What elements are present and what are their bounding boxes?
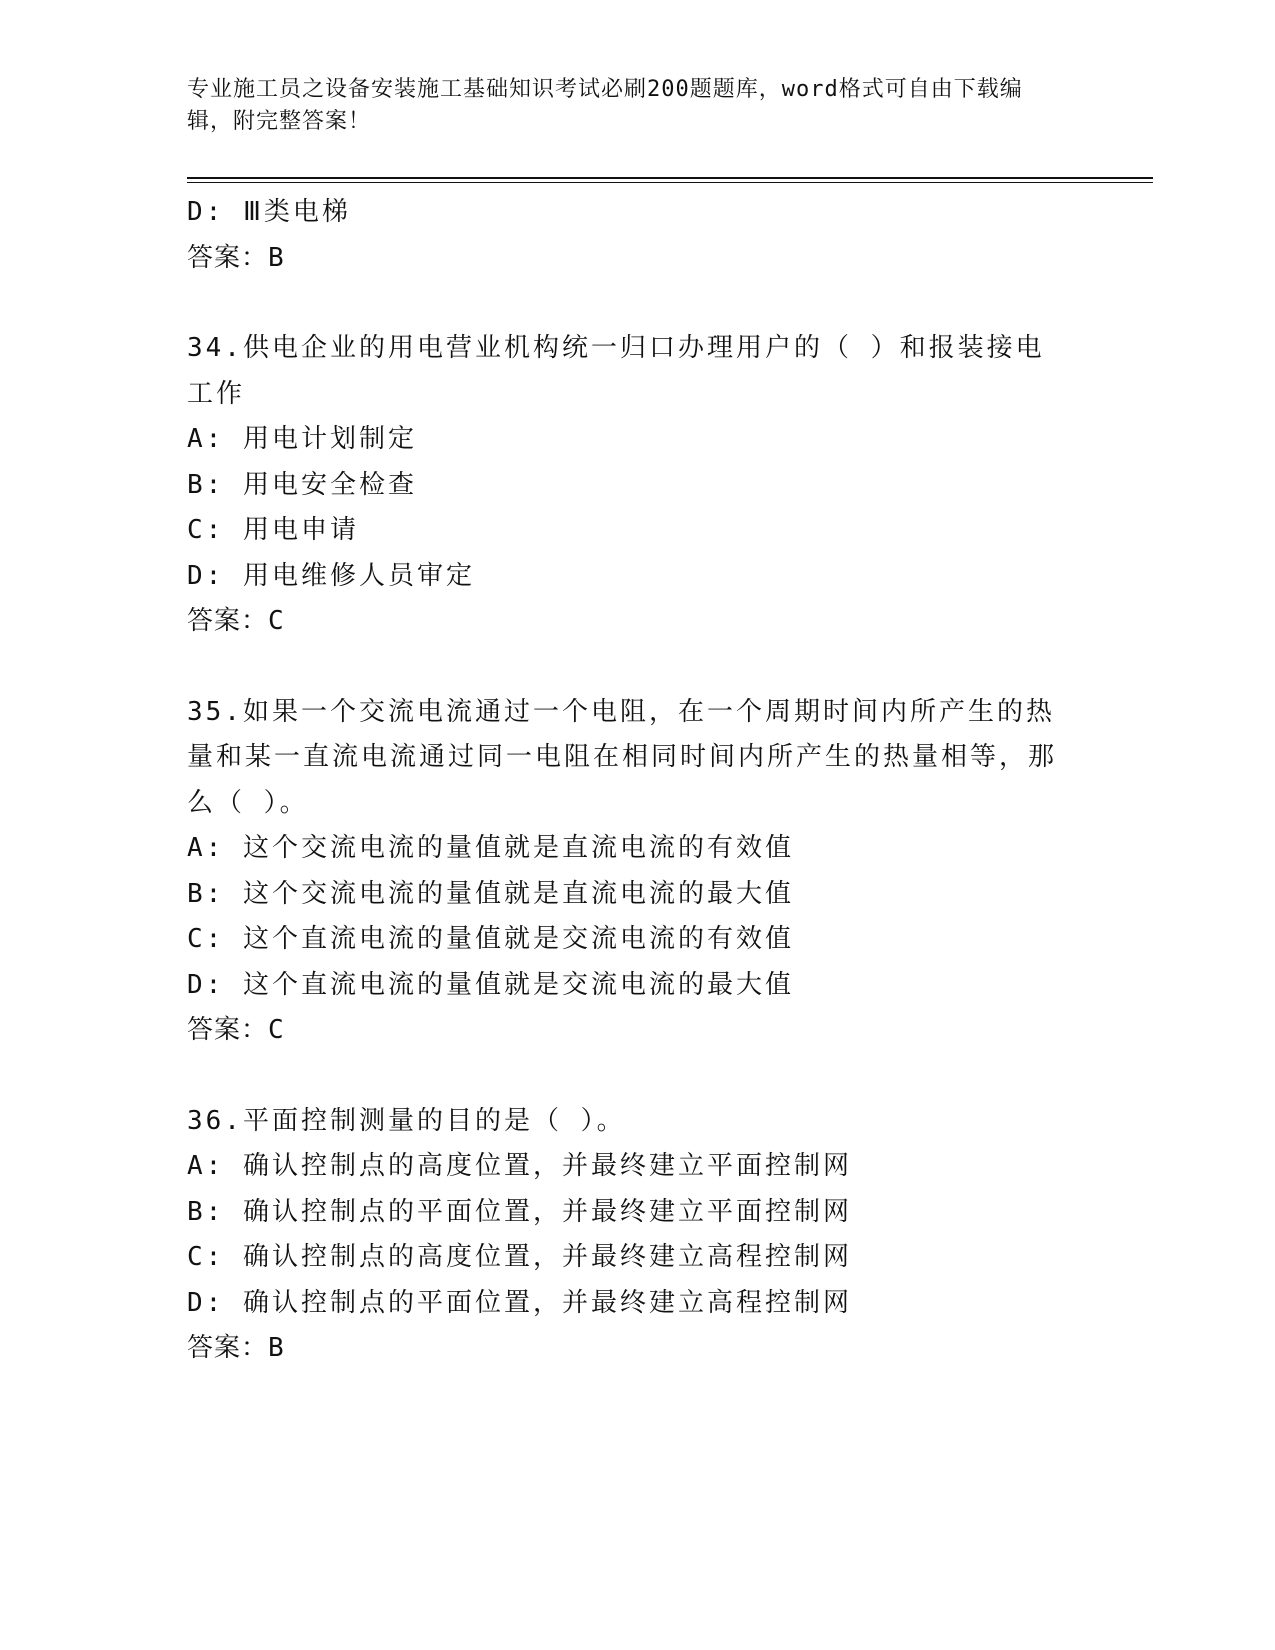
question-34 [187,326,1087,645]
question-stem: 35.如果一个交流电流通过一个电阻，在一个周期时间内所产生的热量和某一直流电流通过同一电阻在相同时间内所产生的热量相等，那么（ ）。 [187,696,1058,818]
answer-line: 答案：B [187,242,285,273]
option-d: D: 用电维修人员审定 [187,560,475,591]
option-c: C: 用电申请 [187,515,359,545]
option-c: C: 确认控制点的高度位置，并最终建立高程控制网 [187,1242,852,1272]
document-body [187,190,1087,1372]
option-d: D: 这个直流电流的量值就是交流电流的最大值 [187,969,794,1000]
question-stem: 34.供电企业的用电营业机构统一归口办理用户的（ ）和报装接电工作 [187,333,1045,409]
option-a: A: 这个交流电流的量值就是直流电流的有效值 [187,833,794,863]
option-d: D: 确认控制点的平面位置，并最终建立高程控制网 [187,1287,852,1318]
option-d: D: Ⅲ类电梯 [187,197,351,227]
answer-line: 答案：C [187,606,285,636]
question-stem: 36.平面控制测量的目的是（ ）。 [187,1105,626,1136]
question-35 [187,690,1087,1054]
header-rule-thin [187,182,1153,183]
option-b: B: 用电安全检查 [187,469,417,500]
header-rule-thick [187,177,1153,179]
previous-question-tail [187,190,1087,281]
answer-line: 答案：C [187,1015,285,1045]
option-a: A: 确认控制点的高度位置，并最终建立平面控制网 [187,1151,852,1181]
option-c: C: 这个直流电流的量值就是交流电流的有效值 [187,924,794,954]
option-b: B: 确认控制点的平面位置，并最终建立平面控制网 [187,1196,852,1227]
option-a: A: 用电计划制定 [187,424,417,454]
option-b: B: 这个交流电流的量值就是直流电流的最大值 [187,878,794,909]
document-header: 专业施工员之设备安装施工基础知识考试必刷200题题库，word格式可自由下载编辑，附完整答案！ [187,77,1023,134]
question-36 [187,1099,1087,1372]
answer-line: 答案：B [187,1333,285,1363]
